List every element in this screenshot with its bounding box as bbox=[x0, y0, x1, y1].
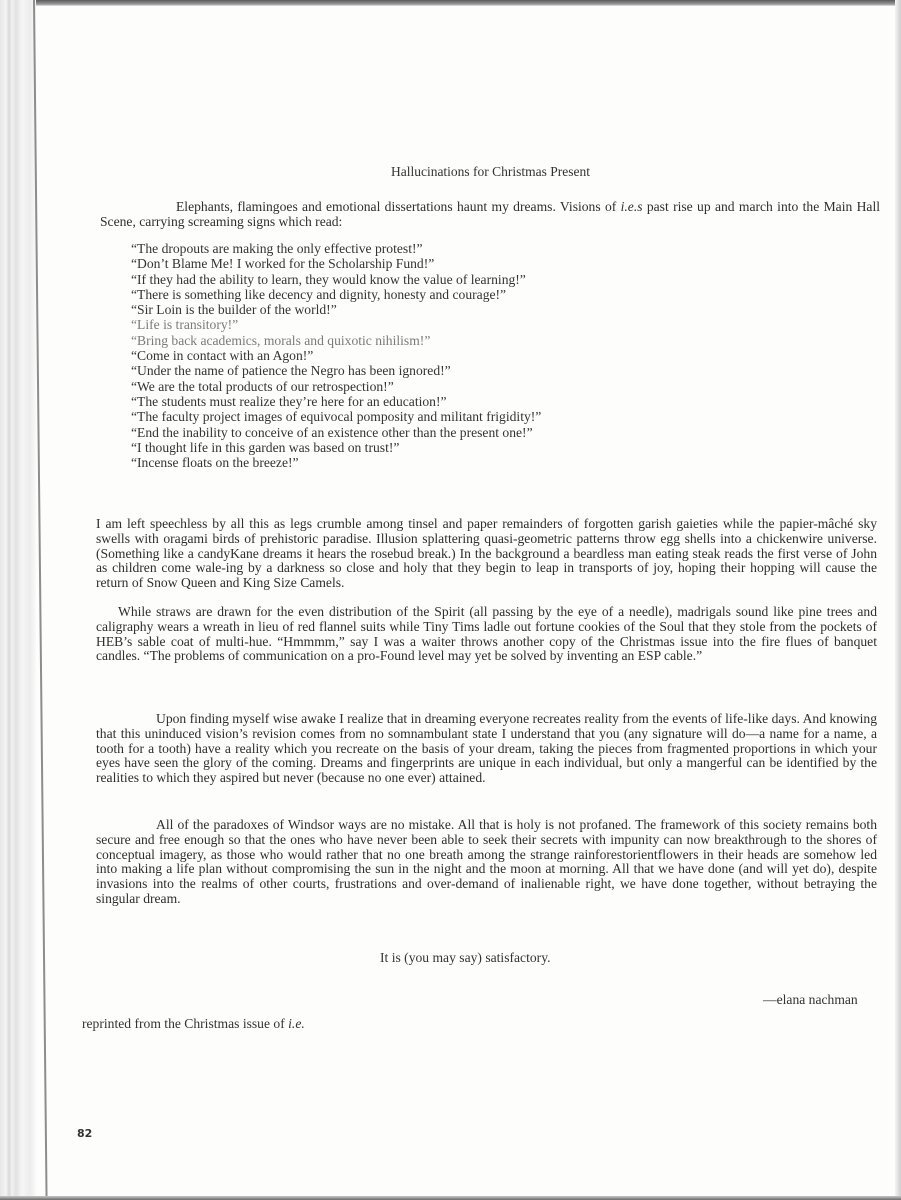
slogan-line: “There is something like decency and dignity, honesty and courage!” bbox=[131, 286, 507, 302]
closing-line: It is (you may say) satisfactory. bbox=[380, 950, 551, 965]
slogan-list bbox=[131, 241, 691, 470]
body-paragraph: All of the paradoxes of Windsor ways are no mistake. All that is holy is not profaned. The framework of this society remains both secure and free enough so that the ones who have never been able to seek their secrets with impunity can now breakthrough to the shores of conceptual imagery, as those who would rather that no one breath among the strange rainforestorientflowers in their heads are somehow led into making a life plan without compromising the sun in the night and the moon at morning. All that we have done (and will yet do), despite invasions into the realms of other courts, frustrations and over-demand of inalienable right, we have done together, without betraying the singular dream. bbox=[96, 817, 877, 906]
slogan-line: “Don’t Blame Me! I worked for the Scholarship Fund!” bbox=[131, 256, 435, 272]
slogan-line: “I thought life in this garden was based on trust!” bbox=[131, 439, 400, 455]
article-title: Hallucinations for Christmas Present bbox=[390, 164, 591, 179]
slogan-line: “Incense floats on the breeze!” bbox=[131, 455, 299, 471]
slogan-line: “We are the total products of our retrospection!” bbox=[131, 378, 394, 394]
slogan-line: “End the inability to conceive of an existence other than the present one!” bbox=[131, 424, 533, 440]
slogan-line: “Sir Loin is the builder of the world!” bbox=[131, 302, 337, 318]
slogan-line: “If they had the ability to learn, they would know the value of learning!” bbox=[131, 271, 526, 287]
intro-paragraph bbox=[100, 199, 880, 229]
credit-italic: i.e. bbox=[288, 1016, 305, 1031]
page-number: 82 bbox=[77, 1127, 93, 1140]
slogan-line: “Come in contact with an Agon!” bbox=[131, 348, 314, 364]
intro-italic: i.e.s bbox=[620, 199, 643, 214]
slogan-line: “The students must realize they’re here for an education!” bbox=[131, 393, 447, 409]
credit-text: reprinted from the Christmas issue of bbox=[82, 1016, 289, 1031]
slogan-line: “Life is transitory!” bbox=[131, 317, 239, 333]
slogan-line: “The faculty project images of equivocal pomposity and militant frigidity!” bbox=[131, 409, 542, 425]
slogan-line: “Bring back academics, morals and quixotic nihilism!” bbox=[131, 332, 431, 348]
author-signature: —elana nachman bbox=[763, 992, 858, 1007]
body-paragraph: Upon finding myself wise awake I realize that in dreaming everyone recreates reality from the events of life-like days. And knowing that this uninduced vision’s revision comes from no somnambulant state I understand that you (any signature will do—a name for a name, a tooth for a tooth) have a reality which you recreate on the basis of your dream, taking the pieces from fragmented proportions in which your eyes have seen the glory of the coming. Dreams and fingerprints are unique in each individual, but only a mangerful can be identified by the realities to which they aspired but never (because no one ever) attained. bbox=[96, 711, 877, 786]
slogan-line: “Under the name of patience the Negro has been ignored!” bbox=[131, 363, 451, 379]
body-paragraph: While straws are drawn for the even distribution of the Spirit (all passing by the eye of a needle), madrigals sound like pine trees and caligraphy wears a wreath in lieu of red flannel suits while Tiny Tims ladle out fortune cookies of the Soul that they stole from the pockets of HEB’s sable coat of multi-hue. “Hmmmm,” say I was a waiter throws another copy of the Christmas issue into the fire flues of banquet candles. “The problems of communication on a pro-Found level may yet be solved by inventing an ESP cable.” bbox=[96, 604, 877, 664]
reprint-credit bbox=[82, 1016, 305, 1032]
slogan-line: “The dropouts are making the only effective protest!” bbox=[131, 241, 423, 256]
intro-text-before: Elephants, flamingoes and emotional dissertations haunt my dreams. Visions of bbox=[176, 199, 621, 214]
intro-text-after: past rise up and march into the Main Hall Scene, carrying screaming signs which read: bbox=[100, 199, 880, 230]
body-paragraph: I am left speechless by all this as legs crumble among tinsel and paper remainders of forgotten garish gaieties while the papier-mâché sky swells with oragami birds of prehistoric paradise. Illusion splattering quasi-geometric patterns throw egg shells into a chickenwire universe. (Something like a candyKane dreams it hears the rosebud break.) In the background a beardless man eating steak reads the first verse of John as children come wale-ing by a darkness so close and holy that they begin to leap in transports of joy, hoping their hopping will cause the return of Snow Queen and King Size Camels. bbox=[96, 516, 877, 591]
